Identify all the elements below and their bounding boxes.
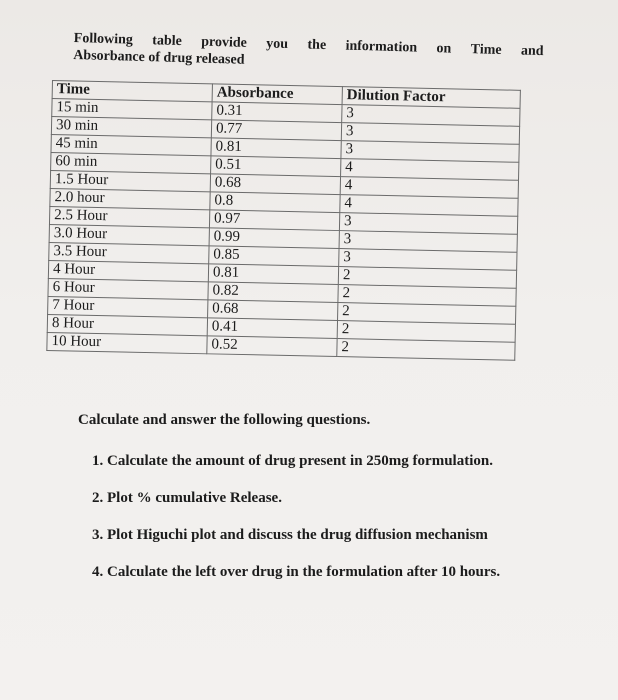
time-cell: 30 min bbox=[51, 117, 211, 138]
question-item: 2. Plot % cumulative Release. bbox=[92, 490, 282, 506]
dilution-factor-cell: 2 bbox=[337, 321, 515, 343]
dilution-factor-cell: 3 bbox=[342, 105, 520, 127]
question-item: 4. Calculate the left over drug in the formulation after 10 hours. bbox=[92, 564, 501, 580]
intro-text bbox=[73, 30, 544, 77]
intro-word: the bbox=[307, 37, 327, 54]
absorbance-cell: 0.68 bbox=[210, 174, 340, 195]
intro-word: information bbox=[345, 38, 418, 56]
dilution-factor-cell: 3 bbox=[339, 213, 517, 235]
dilution-factor-cell: 3 bbox=[341, 141, 519, 163]
intro-word: table bbox=[152, 33, 183, 50]
absorbance-cell: 0.52 bbox=[207, 336, 337, 357]
absorbance-cell: 0.81 bbox=[211, 138, 341, 159]
dilution-factor-cell: 2 bbox=[337, 339, 515, 361]
dilution-factor-cell: 2 bbox=[338, 285, 516, 307]
intro-word: on bbox=[436, 41, 452, 57]
dilution-factor-cell: 4 bbox=[340, 177, 518, 199]
time-cell: 60 min bbox=[51, 152, 211, 173]
question-item: 1. Calculate the amount of drug present in 250mg formulation. bbox=[92, 453, 493, 469]
time-cell: 3.0 Hour bbox=[49, 224, 209, 245]
questions-list bbox=[78, 453, 578, 581]
dilution-factor-cell: 2 bbox=[338, 303, 516, 325]
absorbance-cell: 0.97 bbox=[209, 210, 339, 231]
absorbance-cell: 0.77 bbox=[211, 120, 341, 141]
intro-line-2: Absorbance of drug released bbox=[73, 47, 245, 68]
time-cell: 8 Hour bbox=[47, 314, 207, 335]
time-cell: 15 min bbox=[52, 99, 212, 120]
time-cell: 4 Hour bbox=[48, 260, 208, 281]
time-cell: 3.5 Hour bbox=[49, 242, 209, 263]
absorbance-cell: 0.8 bbox=[210, 192, 340, 213]
absorbance-cell: 0.81 bbox=[208, 264, 338, 285]
header-dilution-factor: Dilution Factor bbox=[342, 87, 520, 109]
absorbance-cell: 0.41 bbox=[207, 318, 337, 339]
dilution-factor-cell: 2 bbox=[338, 267, 516, 289]
time-cell: 1.5 Hour bbox=[50, 170, 210, 191]
data-table-container bbox=[46, 80, 521, 361]
intro-word: Following bbox=[73, 30, 134, 48]
dilution-factor-cell: 4 bbox=[341, 159, 519, 181]
header-absorbance: Absorbance bbox=[212, 84, 342, 105]
dilution-factor-cell: 4 bbox=[340, 195, 518, 217]
dilution-factor-cell: 3 bbox=[339, 231, 517, 253]
time-cell: 7 Hour bbox=[48, 296, 208, 317]
intro-word: you bbox=[266, 36, 289, 52]
time-cell: 6 Hour bbox=[48, 278, 208, 299]
dilution-factor-cell: 3 bbox=[341, 123, 519, 145]
time-cell: 10 Hour bbox=[47, 332, 207, 353]
questions-section bbox=[78, 412, 578, 601]
absorbance-cell: 0.99 bbox=[209, 228, 339, 249]
intro-word: Time bbox=[470, 42, 502, 58]
absorbance-cell: 0.31 bbox=[212, 102, 342, 123]
dilution-factor-cell: 3 bbox=[339, 249, 517, 271]
absorbance-cell: 0.68 bbox=[208, 300, 338, 321]
question-item: 3. Plot Higuchi plot and discuss the drug diffusion mechanism bbox=[92, 527, 488, 543]
header-time: Time bbox=[52, 81, 212, 102]
absorbance-cell: 0.85 bbox=[209, 246, 339, 267]
time-cell: 2.5 Hour bbox=[49, 206, 209, 227]
intro-word: and bbox=[520, 43, 544, 60]
absorbance-cell: 0.82 bbox=[208, 282, 338, 303]
questions-heading: Calculate and answer the following questions. bbox=[78, 412, 371, 428]
time-cell: 2.0 hour bbox=[50, 188, 210, 209]
intro-word: provide bbox=[201, 34, 248, 51]
time-cell: 45 min bbox=[51, 134, 211, 155]
time-absorbance-table bbox=[46, 80, 521, 361]
absorbance-cell: 0.51 bbox=[211, 156, 341, 177]
